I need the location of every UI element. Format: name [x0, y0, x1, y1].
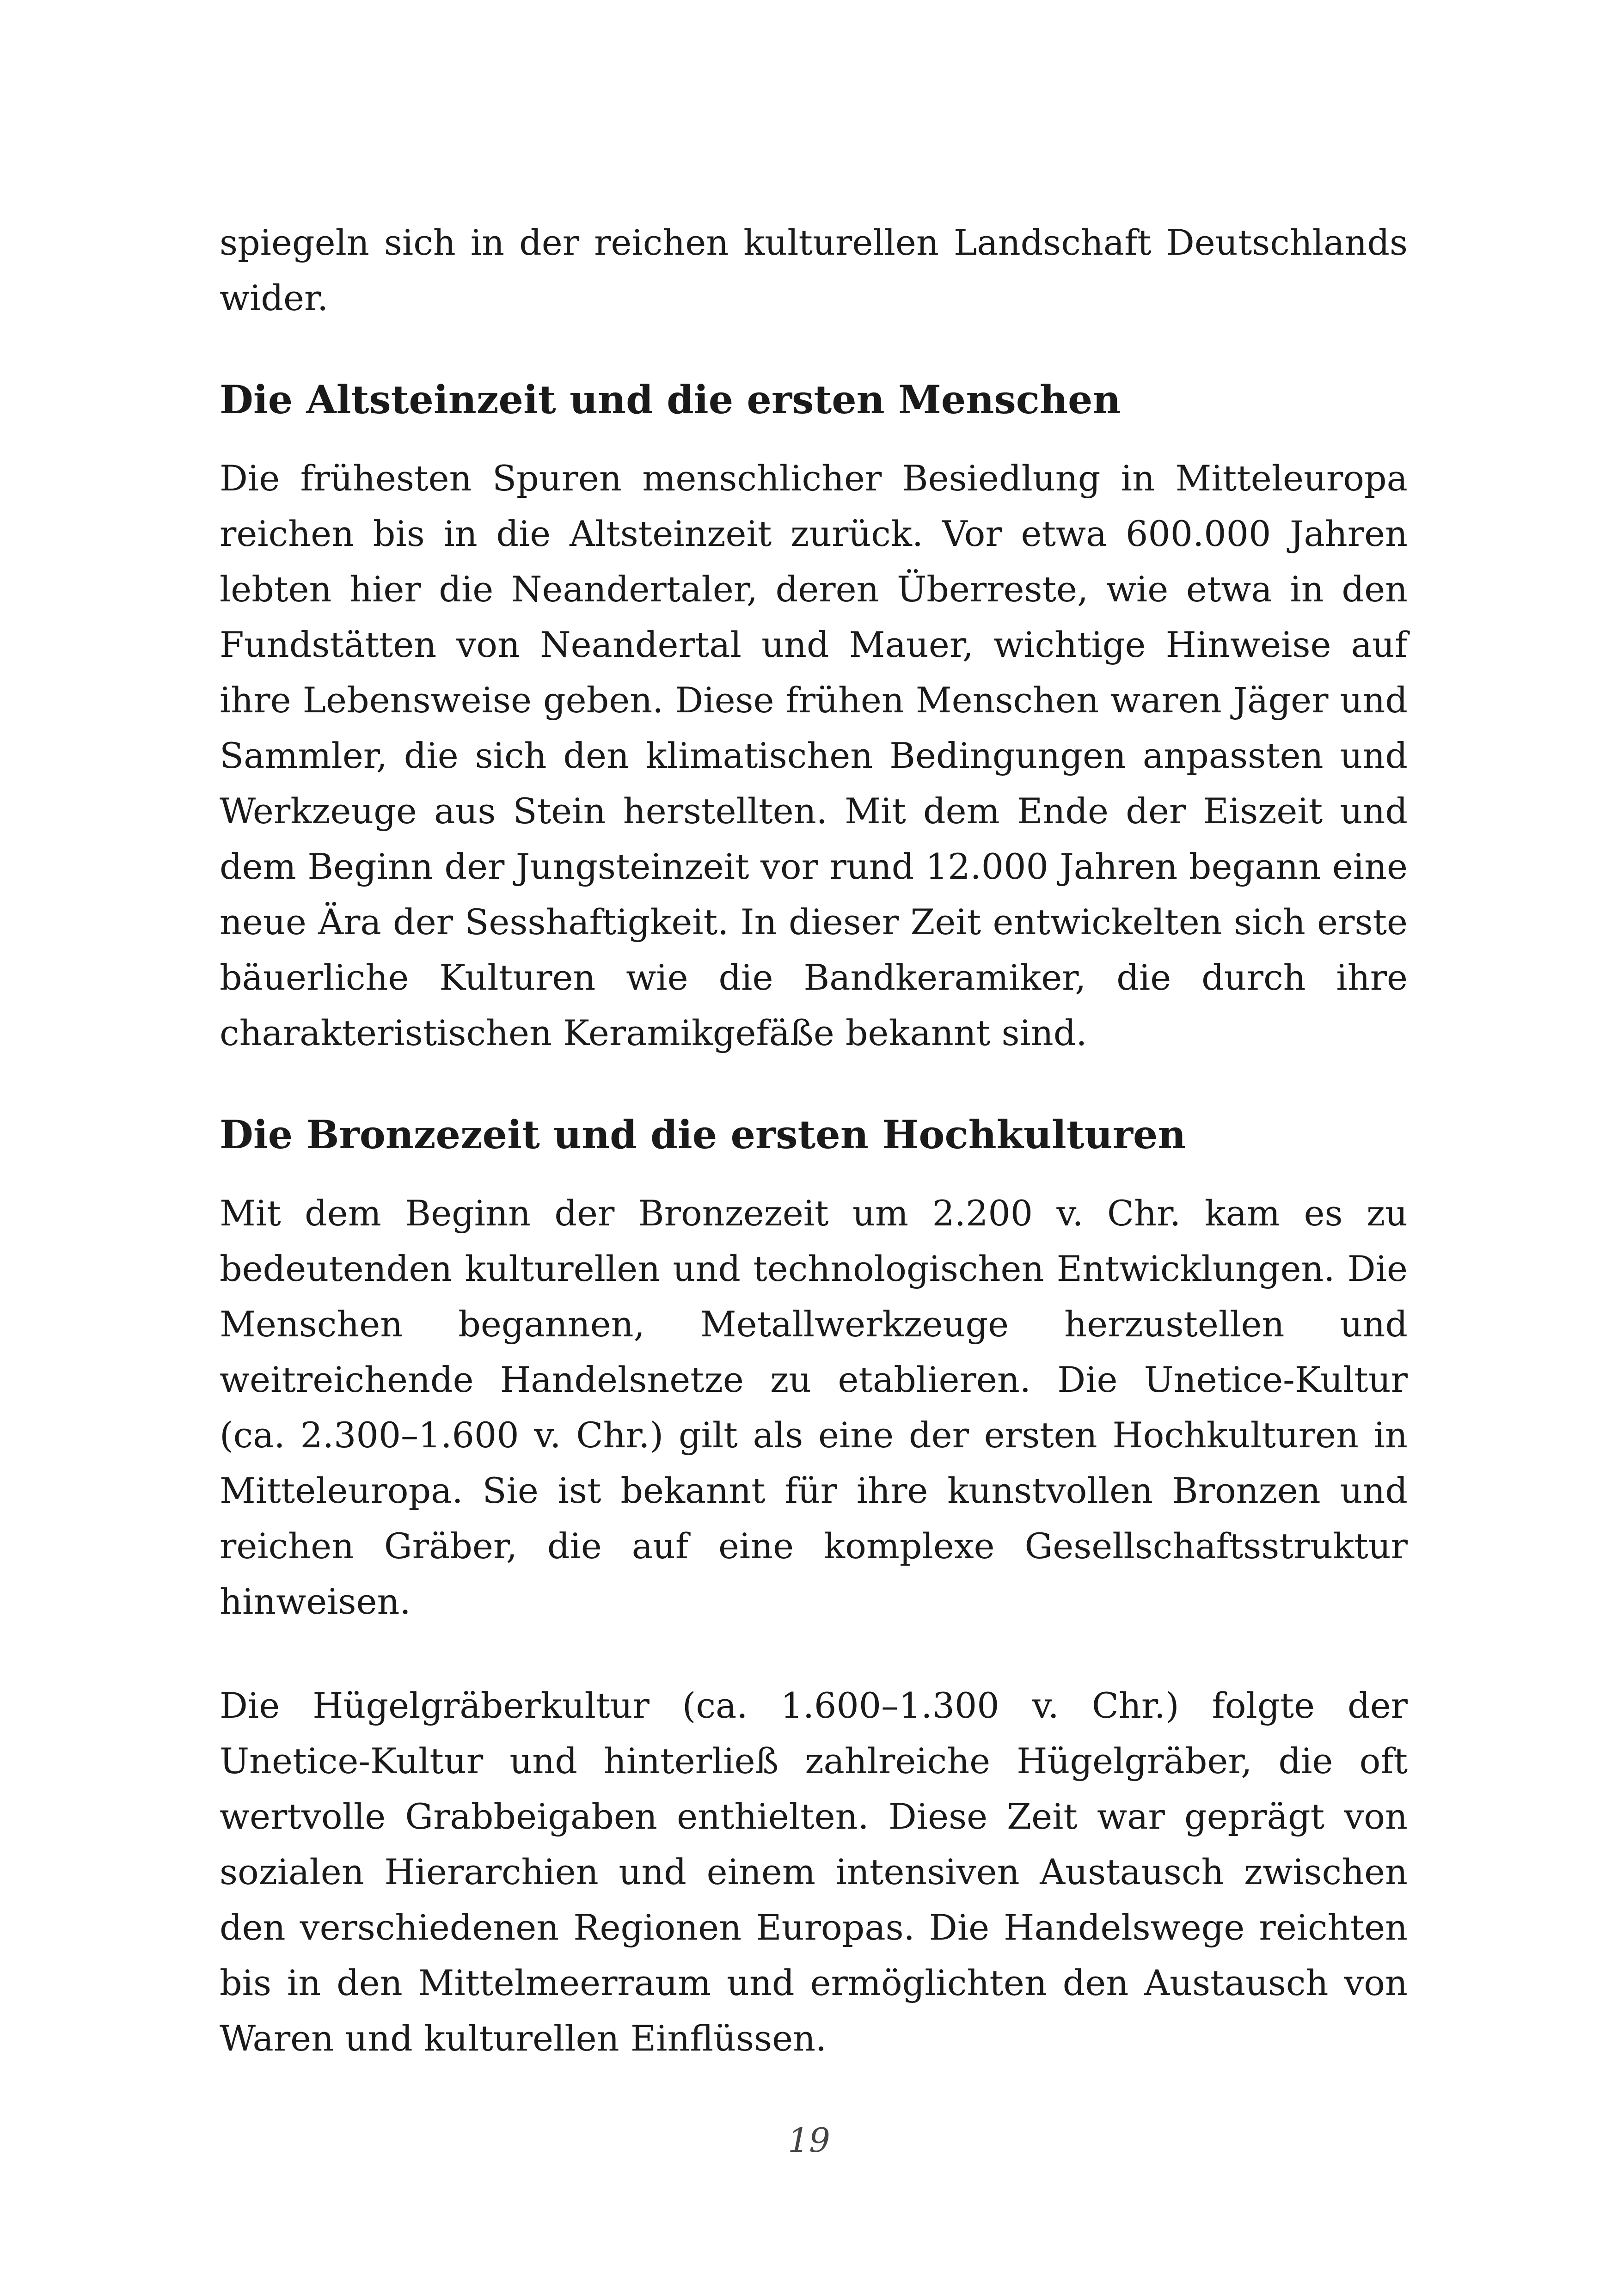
heading-altsteinzeit: Die Altsteinzeit und die ersten Menschen	[220, 377, 1121, 422]
paragraph-altsteinzeit: Die frühesten Spuren menschlicher Besiedlung in Mitteleuropa reichen bis in die Altsteinzeit zurück. Vor etwa 600.000 Jahren lebten hier die Neandertaler, deren Überreste, wie etwa in den Fundstätten von Neandertal und Mauer, wichtige Hinweise auf ihre Lebensweise geben. Diese frühen Menschen waren Jäger und Sammler, die sich den klimatischen Bedingungen anpassten und Werkzeuge aus Stein herstellten. Mit dem Ende der Eiszeit und dem Beginn der Jungsteinzeit vor rund 12.000 Jahren begann eine neue Ära der Sesshaftigkeit. In dieser Zeit entwickelten sich erste bäuerliche Kulturen wie die Bandkeramiker, die durch ihre charakteristischen Keramikgefäße bekannt sind.	[220, 458, 1408, 1053]
heading-bronzezeit: Die Bronzezeit und die ersten Hochkulturen	[220, 1112, 1186, 1157]
page-number: 19	[788, 2121, 830, 2160]
page-body	[220, 215, 1408, 2066]
paragraph-bronzezeit-1: Mit dem Beginn der Bronzezeit um 2.200 v. Chr. kam es zu bedeutenden kulturellen und technologischen Entwicklungen. Die Menschen begannen, Metallwerkzeuge herzustellen und weitreichende Handelsnetze zu etablieren. Die Unetice-Kultur (ca. 2.300–1.600 v. Chr.) gilt als eine der ersten Hochkulturen in Mitteleuropa. Sie ist bekannt für ihre kunstvollen Bronzen und reichen Gräber, die auf eine komplexe Gesellschaftsstruktur hinweisen.	[220, 1193, 1408, 1622]
paragraph-continuation: spiegeln sich in der reichen kulturellen Landschaft Deutschlands wider.	[220, 222, 1408, 318]
paragraph-bronzezeit-2: Die Hügelgräberkultur (ca. 1.600–1.300 v. Chr.) folgte der Unetice-Kultur und hinterließ zahlreiche Hügelgräber, die oft wertvolle Grabbeigaben enthielten. Diese Zeit war geprägt von sozialen Hierarchien und einem intensiven Austausch zwischen den verschiedenen Regionen Europas. Die Handelswege reichten bis in den Mittelmeerraum und ermöglichten den Austausch von Waren und kulturellen Einflüssen.	[220, 1685, 1408, 2059]
